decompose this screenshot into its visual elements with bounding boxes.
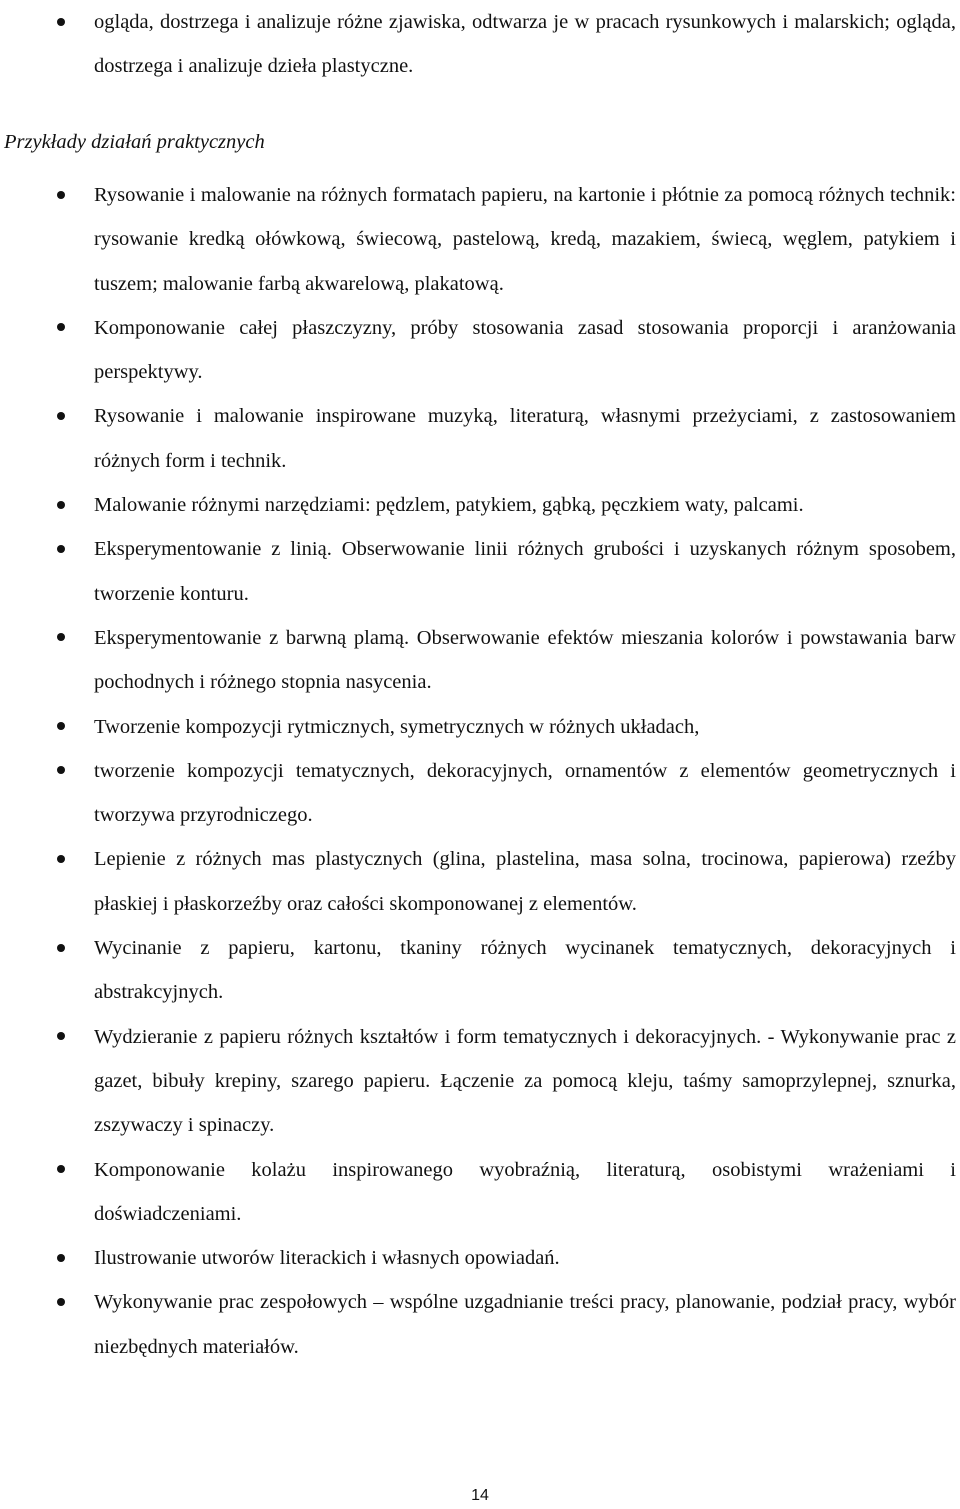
bullet-icon xyxy=(57,18,65,26)
list-item xyxy=(0,749,956,838)
list-item-text: ogląda, dostrzega i analizuje różne zjawiska, odtwarza je w pracach rysunkowych i malarskich; ogląda, dostrzega i analizuje dzieła plastyczne. xyxy=(94,11,956,78)
bullet-icon xyxy=(57,944,65,952)
bullet-icon xyxy=(57,412,65,420)
list-item xyxy=(0,527,956,616)
list-item-text: Wycinanie z papieru, kartonu, tkaniny różnych wycinanek tematycznych, dekoracyjnych i abstrakcyjnych. xyxy=(94,937,956,1004)
list-item xyxy=(0,1015,956,1148)
list-item-text: Rysowanie i malowanie inspirowane muzyką, literaturą, własnymi przeżyciami, z zastosowaniem różnych form i technik. xyxy=(94,405,956,472)
list-item-text: Komponowanie całej płaszczyzny, próby stosowania zasad stosowania proporcji i aranżowania perspektywy. xyxy=(94,316,956,384)
list-item-text: Komponowanie kolażu inspirowanego wyobraźnią, literaturą, osobistymi wrażeniami i doświadczeniami. xyxy=(94,1158,956,1225)
list-item-text: Eksperymentowanie z linią. Obserwowanie linii różnych grubości i uzyskanych różnym sposobem, tworzenie konturu. xyxy=(94,538,956,605)
list-item xyxy=(0,0,956,89)
objectives-list xyxy=(0,0,956,89)
bullet-icon xyxy=(57,1298,65,1306)
list-item xyxy=(0,1236,956,1280)
list-item-text: Tworzenie kompozycji rytmicznych, symetrycznych w różnych układach, xyxy=(94,715,700,738)
list-item xyxy=(0,616,956,705)
section-heading: Przykłady działań praktycznych xyxy=(4,131,265,153)
bullet-icon xyxy=(57,1032,65,1040)
list-item xyxy=(0,837,956,926)
bullet-icon xyxy=(57,323,65,331)
list-item xyxy=(0,483,956,527)
list-item xyxy=(0,394,956,483)
list-item-text: Wydzieranie z papieru różnych kształtów i form tematycznych i dekoracyjnych. - Wykonywanie prac z gazet, bibuły krepiny, szarego papieru. Łączenie za pomocą kleju, taśmy samoprzylepnej, sznurka, zszywaczy i spinaczy. xyxy=(94,1025,956,1137)
list-item-text: Lepienie z różnych mas plastycznych (glina, plastelina, masa solna, trocinowa, papierowa) rzeźby płaskiej i płaskorzeźby oraz całości skomponowanej z elementów. xyxy=(94,848,956,915)
bullet-icon xyxy=(57,633,65,641)
list-item xyxy=(0,1148,956,1237)
page-number: 14 xyxy=(471,1487,489,1504)
bullet-icon xyxy=(57,766,65,774)
list-item xyxy=(0,926,956,1015)
list-item xyxy=(0,1280,956,1369)
bullet-icon xyxy=(57,722,65,730)
list-item-text: Malowanie różnymi narzędziami: pędzlem, patykiem, gąbką, pęczkiem waty, palcami. xyxy=(94,494,804,517)
bullet-icon xyxy=(57,1165,65,1173)
list-item-text: tworzenie kompozycji tematycznych, dekoracyjnych, ornamentów z elementów geometrycznych i tworzywa przyrodniczego. xyxy=(94,759,956,827)
list-item xyxy=(0,705,956,749)
list-item xyxy=(0,173,956,306)
bullet-icon xyxy=(57,1254,65,1262)
bullet-icon xyxy=(57,855,65,863)
bullet-icon xyxy=(57,545,65,553)
examples-list xyxy=(0,173,956,1369)
list-item xyxy=(0,306,956,395)
bullet-icon xyxy=(57,501,65,509)
list-item-text: Eksperymentowanie z barwną plamą. Obserwowanie efektów mieszania kolorów i powstawania barw pochodnych i różnego stopnia nasycenia. xyxy=(94,626,956,694)
list-item-text: Rysowanie i malowanie na różnych formatach papieru, na kartonie i płótnie za pomocą różnych technik: rysowanie kredką ołówkową, świecową, pastelową, kredą, mazakiem, świecą, węglem, patykiem i tuszem; malowanie farbą akwarelową, plakatową. xyxy=(94,184,956,295)
list-item-text: Wykonywanie prac zespołowych – wspólne uzgadnianie treści pracy, planowanie, podział pracy, wybór niezbędnych materiałów. xyxy=(94,1291,956,1358)
list-item-text: Ilustrowanie utworów literackich i własnych opowiadań. xyxy=(94,1247,560,1270)
bullet-icon xyxy=(57,191,65,199)
